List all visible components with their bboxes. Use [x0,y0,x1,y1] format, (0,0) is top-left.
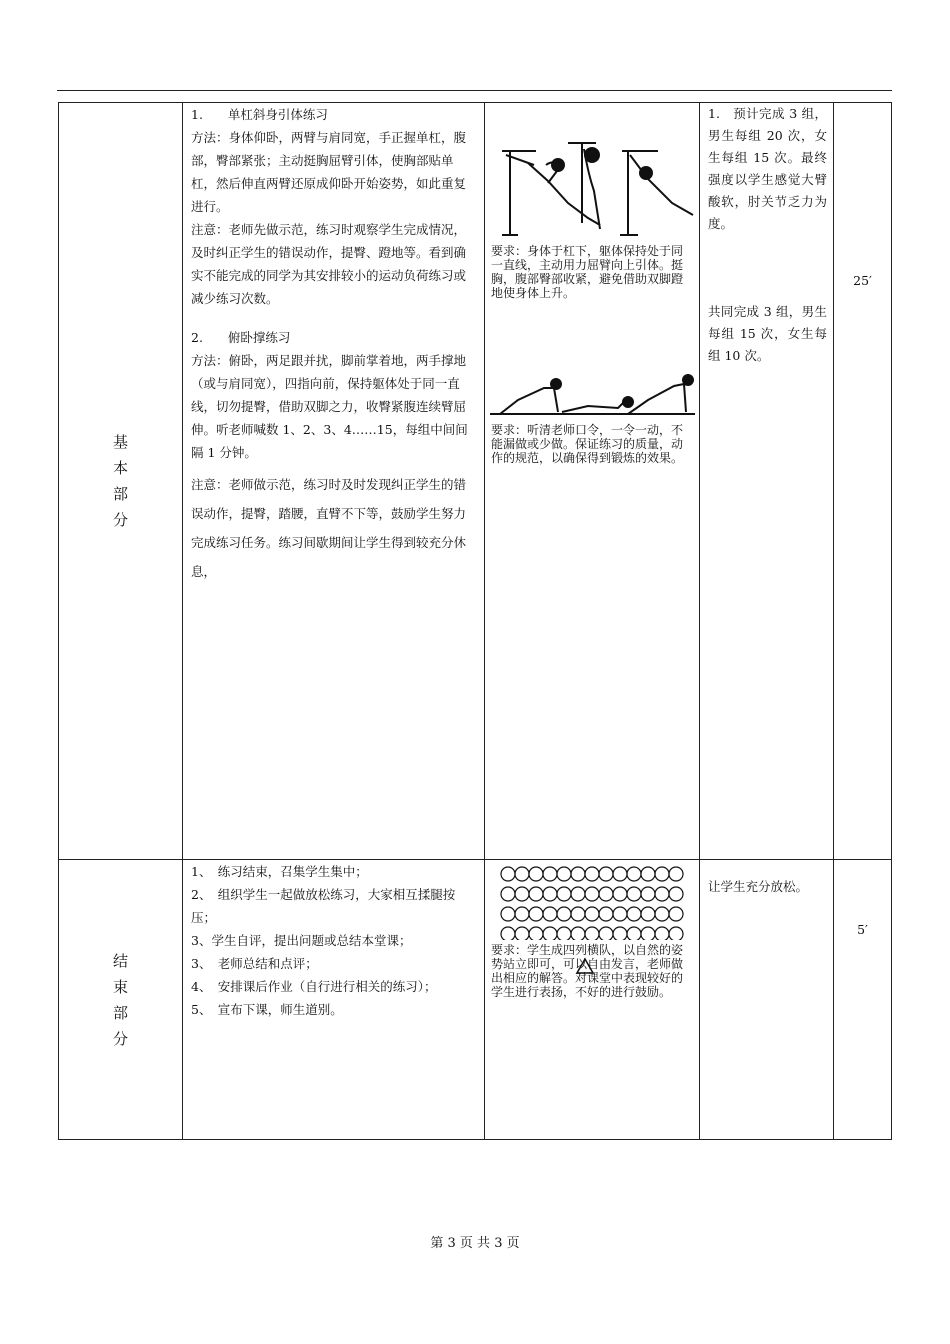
header-rule [57,90,892,91]
student-circle [571,867,585,881]
label-char: 部 [112,1003,128,1022]
student-circle [557,867,571,881]
student-circle [655,887,669,901]
student-circle [641,867,655,881]
student-circle [557,887,571,901]
item1-note: 注意：老师先做示范，练习时观察学生完成情况，及时纠正学生的错误动作，提臀、蹬地等。看到确实不能完成的同学为其安排较小的运动负荷练习或减少练习次数。 [191,222,467,306]
student-circle [599,887,613,901]
ending-time [834,860,892,1140]
ending-section-label [59,860,183,1140]
student-circle [571,907,585,921]
pullup-figure [485,103,699,244]
end-item: 2、 组织学生一起做放松练习，大家相互揉腿按压； [191,887,456,925]
lesson-plan-table [58,102,892,1140]
student-circle [669,907,683,921]
student-circle [529,867,543,881]
formation-caption: 要求：学生成四列横队，以自然的姿势站立即可，可以自由发言，老师做出相应的解答。对课堂中表现较好的学生进行表扬，不好的进行鼓励。 [491,943,684,999]
student-circle [585,927,599,940]
student-circle [627,927,641,940]
formation-diagram [488,860,697,940]
time-value: 25′ [853,273,872,288]
student-circle [599,867,613,881]
student-circle [613,887,627,901]
student-circle [543,887,557,901]
student-circle [613,907,627,921]
student-circle [515,887,529,901]
ending-organization [700,860,834,1140]
basic-organization [700,103,834,860]
student-circle [669,867,683,881]
student-circle [557,927,571,940]
student-circle [543,907,557,921]
student-circle [501,887,515,901]
label-char: 束 [112,977,128,996]
page-footer: 第 3 页 共 3 页 [430,1236,520,1251]
item1-title: 1. 单杠斜身引体练习 [191,107,328,122]
basic-figures [485,103,700,860]
label-char: 部 [112,485,128,503]
student-circle [613,867,627,881]
student-circle [641,887,655,901]
pushup-caption: 要求：听清老师口令，一令一动，不能漏做或少做。保证练习的质量，动作的规范，以确保得到锻炼的效果。 [491,423,684,465]
pullup-illustration [488,103,697,241]
student-circle [529,927,543,940]
student-circle [501,867,515,881]
student-circle [501,907,515,921]
student-circle [543,927,557,940]
pushup-illustration [488,360,697,420]
org-ending: 让学生充分放松。 [708,879,809,894]
end-item: 1、 练习结束，召集学生集中； [191,864,368,879]
label-char: 本 [112,459,128,477]
student-circle [627,907,641,921]
student-circle [669,927,683,940]
student-circle [641,927,655,940]
basic-content [183,103,485,860]
basic-section-row [59,103,892,860]
ending-figure [485,860,700,1140]
formation-figure [485,860,699,943]
end-item: 5、 宣布下课，师生道别。 [191,1002,343,1017]
pushup-figure [485,360,699,423]
student-circle [669,887,683,901]
student-circle [515,907,529,921]
end-item: 4、 安排课后作业（自行进行相关的练习）； [191,979,437,994]
student-circle [529,887,543,901]
student-circle [655,867,669,881]
student-circle [543,867,557,881]
student-circle [585,887,599,901]
student-circle [655,927,669,940]
org-item2: 共同完成 3 组，男生每组 15 次，女生每组 10 次。 [708,304,827,363]
student-circle [557,907,571,921]
student-circle [571,927,585,940]
student-circle [599,907,613,921]
pullup-caption: 要求：身体于杠下，躯体保持处于同一直线，主动用力屈臂向上引体。挺胸，腹部臀部收紧，避免借助双脚蹬地使身体上升。 [491,244,684,300]
student-circle [627,887,641,901]
student-circle [599,927,613,940]
student-circle [515,867,529,881]
student-circle [585,867,599,881]
item2-title: 2. 俯卧撑练习 [191,330,291,345]
org-item1: 1. 预计完成 3 组，男生每组 20 次，女生每组 15 次。最终强度以学生感觉大臂酸软，肘关节乏力为度。 [708,106,827,231]
label-char: 结 [112,951,128,970]
student-circle [501,927,515,940]
item2-method: 方法：俯卧，两足跟并扰，脚前掌着地，两手撑地（或与肩同宽），四指向前，保持躯体处于同一直线，切勿提臀，借助双脚之力，收臀紧腹连续臂屈伸。听老师喊数 1、2、3、4……15，每组中间间隔 1 分钟。 [191,353,468,460]
basic-section-label [59,103,183,860]
label-char: 分 [112,1029,128,1048]
student-circle [641,907,655,921]
student-circle [515,927,529,940]
label-char: 基 [112,433,128,451]
end-item: 3、学生自评，提出问题或总结本堂课； [191,933,412,948]
label-char: 分 [112,511,128,529]
student-circle [585,907,599,921]
end-item: 3、 老师总结和点评； [191,956,318,971]
student-circle [655,907,669,921]
basic-time [834,103,892,860]
student-circle [627,867,641,881]
student-circle [529,907,543,921]
ending-content [183,860,485,1140]
student-circle [571,887,585,901]
item1-method: 方法：身体仰卧，两臂与肩同宽，手正握单杠，腹部，臀部紧张；主动挺胸屈臂引体，使胸部贴单杠，然后伸直两臂还原成仰卧开始姿势，如此重复进行。 [191,130,467,214]
student-circle [613,927,627,940]
time-value: 5′ [857,922,868,937]
ending-section-row [59,860,892,1140]
item2-note: 注意：老师做示范，练习时及时发现纠正学生的错误动作，提臀，踏腰，直臂不下等，鼓励学生努力完成练习任务。练习间歇期间让学生得到较充分休息， [191,477,467,579]
